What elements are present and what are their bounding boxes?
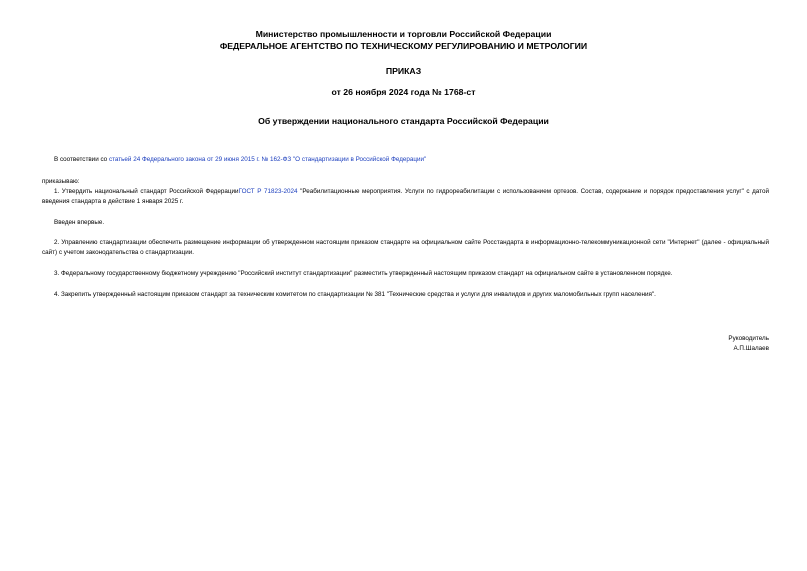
preamble-paragraph [42,155,769,165]
item-4-paragraph: 4. Закрепить утвержденный настоящим приказом стандарт за техническим комитетом по стандартизации № 381 "Технические средства и услуги для инвалидов и других маломобильных групп населения". [54,291,656,298]
introduced-first-time: Введен впервые. [54,219,105,226]
order-subject: Об утверждении национального стандарта Российской Федерации [258,116,549,126]
order-date-number: от 26 ноября 2024 года № 1768-ст [331,87,476,97]
item-3-paragraph: 3. Федеральному государственному бюджетному учреждению "Российский институт стандартизации" разместить утвержденный настоящим приказом стандарт на официальном сайте в установленном порядке. [54,270,673,277]
signer-position: Руководитель [728,335,769,342]
agency-name: ФЕДЕРАЛЬНОЕ АГЕНТСТВО ПО ТЕХНИЧЕСКОМУ РЕГУЛИРОВАНИЮ И МЕТРОЛОГИИ [219,40,588,51]
signer-name: А.П.Шалаев [733,344,769,352]
item-1-text: 1. Утвердить национальный стандарт Российской Федерации [54,188,239,195]
item-1-paragraph [42,187,769,206]
item-2-paragraph: 2. Управлению стандартизации обеспечить размещение информации об утвержденном настоящим приказом стандарте на официальном сайте Росстандарта в информационно-телекоммуникационной сети "Интернет" (далее - официальный сайт) с учетом законодательства о стандартизации. [42,239,769,256]
item-1-text-after: "Реабилитационные мероприятия. Услуги по гидрореабилитации с использованием ортезов. Состав, содержание и порядок предоставления услуг" с датой введения стандарта в действие 1 января 2025 г. [42,188,769,205]
ministry-name: Министерство промышленности и торговли Российской Федерации [255,29,552,39]
document-header [0,29,807,52]
preamble-text: В соответствии со [54,156,109,163]
order-word: приказываю: [42,178,80,185]
signature-block [728,334,769,353]
gost-link[interactable]: ГОСТ Р 71823-2024 [238,188,298,195]
law-article-link[interactable]: статьей 24 Федерального закона от 29 июня 2015 г. № 162-ФЗ "О стандартизации в Российской Федерации" [108,156,427,163]
order-title: ПРИКАЗ [385,66,422,76]
